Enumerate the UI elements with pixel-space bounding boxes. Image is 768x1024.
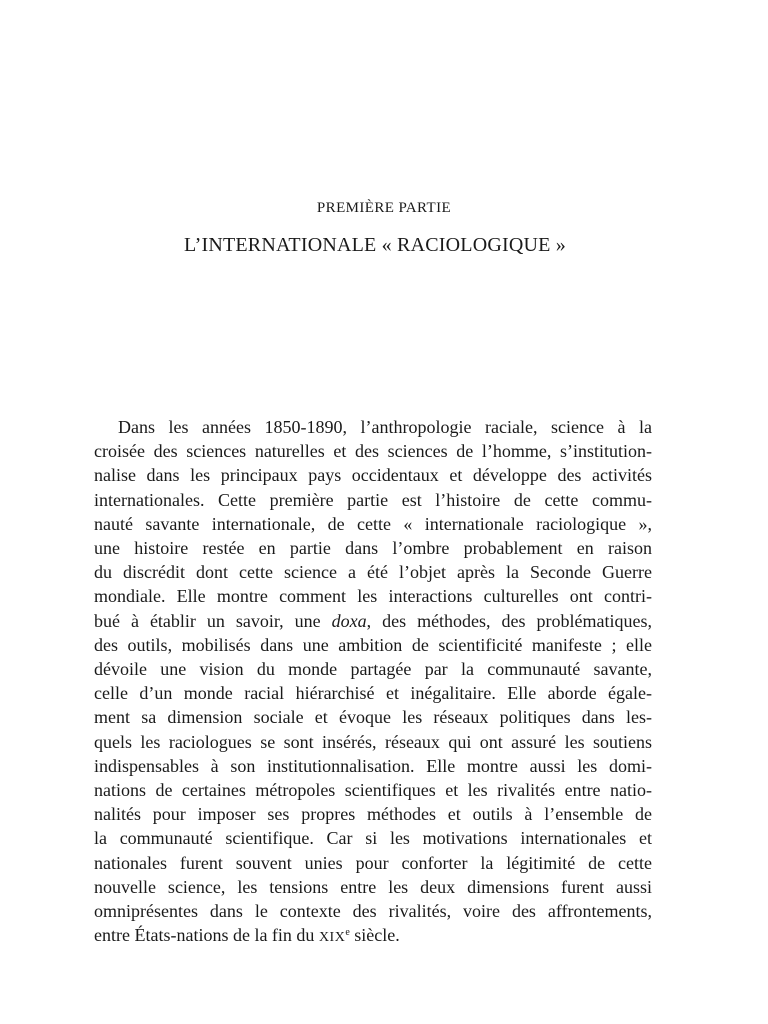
paragraph-line <box>94 609 652 633</box>
paragraph-line: omniprésentes dans le contexte des rivalités, voire des affrontements, <box>94 901 652 922</box>
part-title: L’INTERNATIONALE « RACIOLOGIQUE » <box>184 234 566 256</box>
paragraph-line: nalise dans les principaux pays occidentaux et développe des activités <box>94 465 652 486</box>
paragraph-line: quels les raciologues se sont insérés, réseaux qui ont assuré les soutiens <box>94 731 652 752</box>
paragraph-line: la communauté scientifique. Car si les motivations internationales et <box>94 828 652 849</box>
paragraph-line: nauté savante internationale, de cette « internationale raciologique », <box>94 513 652 534</box>
paragraph-line: du discrédit dont cette science a été l’objet après la Seconde Guerre <box>94 562 652 583</box>
paragraph-line: internationales. Cette première partie est l’histoire de cette commu- <box>94 489 652 510</box>
paragraph-line: nalités pour imposer ses propres méthodes et outils à l’ensemble de <box>94 804 652 825</box>
paragraph-line: nations de certaines métropoles scientifiques et les rivalités entre natio- <box>94 780 652 801</box>
paragraph-line: Dans les années 1850-1890, l’anthropologie raciale, science à la <box>118 417 652 437</box>
line-text: entre États-nations de la fin du <box>94 925 319 946</box>
paragraph-line: nouvelle science, les tensions entre les deux dimensions furent aussi <box>94 876 652 897</box>
paragraph-line: celle d’un monde racial hiérarchisé et inégalitaire. Elle aborde égale- <box>94 683 652 704</box>
body-paragraph <box>94 415 652 950</box>
paragraph-line: mondiale. Elle montre comment les interactions culturelles ont contri- <box>94 586 652 607</box>
paragraph-line: nationales furent souvent unies pour conforter la légitimité de cette <box>94 852 652 873</box>
part-label: PREMIÈRE PARTIE <box>316 200 452 216</box>
line-text: bué à établir un savoir, une <box>94 610 332 631</box>
paragraph-line: une histoire restée en partie dans l’ombre probablement en raison <box>94 538 652 559</box>
paragraph-line: indispensables à son institutionnalisation. Elle montre aussi les domi- <box>94 755 652 776</box>
paragraph-line: des outils, mobilisés dans une ambition de scientificité manifeste ; elle <box>94 634 652 655</box>
line-text: siècle. <box>349 925 400 946</box>
paragraph-line: croisée des sciences naturelles et des sciences de l’homme, s’institution- <box>94 441 652 462</box>
line-text: , des méthodes, des problématiques, <box>366 610 652 631</box>
century-numeral: XIX <box>318 930 346 946</box>
paragraph-line <box>94 923 652 950</box>
italic-term: doxa <box>331 610 367 631</box>
paragraph-line: ment sa dimension sociale et évoque les réseaux politiques dans les- <box>94 707 652 728</box>
ordinal-suffix: e <box>345 927 350 939</box>
paragraph-line: dévoile une vision du monde partagée par la communauté savante, <box>94 659 652 680</box>
